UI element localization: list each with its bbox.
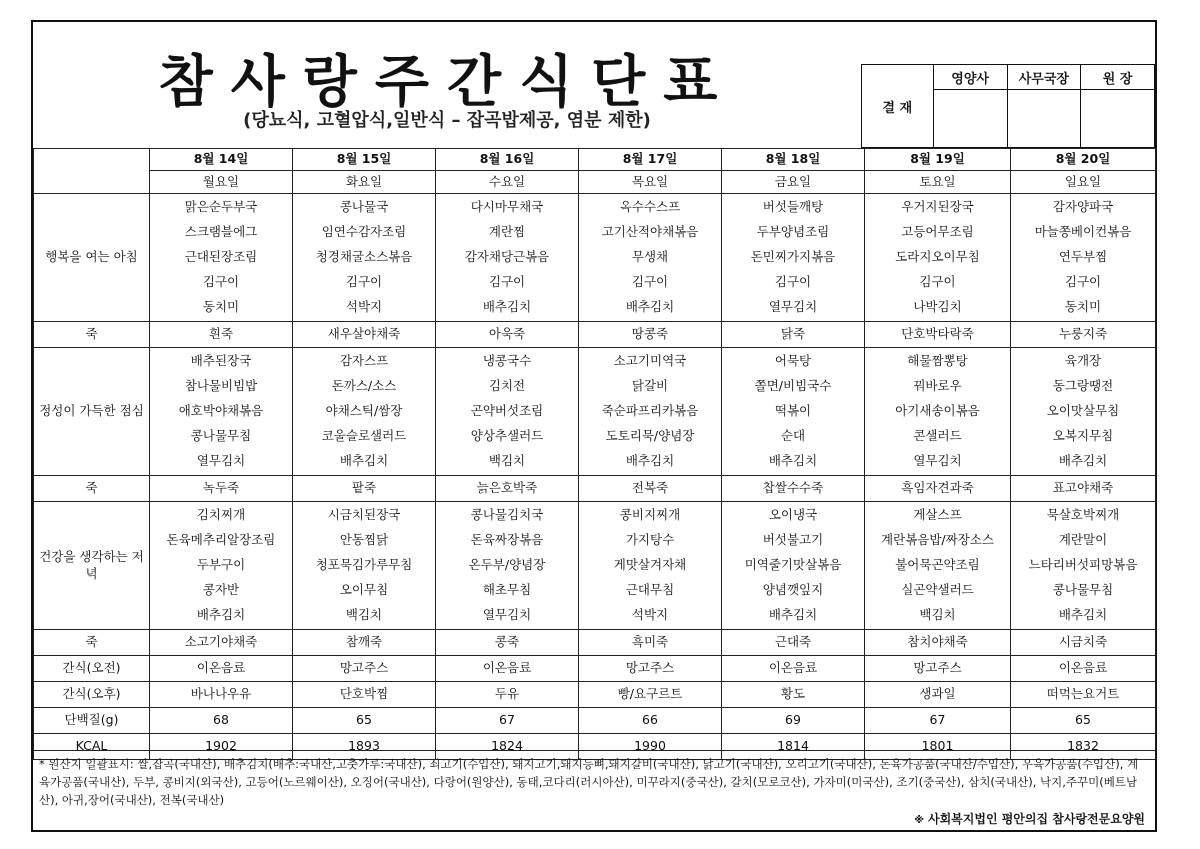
porridge1-cell: 단호박타락죽 <box>865 322 1011 348</box>
menu-item: 우거지된장국 <box>901 199 974 214</box>
menu-item: 야채스틱/쌈장 <box>325 403 403 418</box>
porridge1-cell: 닭죽 <box>722 322 865 348</box>
protein-cell: 65 <box>293 708 436 734</box>
kcal-label: KCAL <box>34 734 150 760</box>
dinner-label: 건강을 생각하는 저녁 <box>34 502 150 630</box>
menu-item: 열무김치 <box>482 607 532 622</box>
menu-item: 열무김치 <box>768 299 818 314</box>
porridge3-cell: 참치야채죽 <box>865 630 1011 656</box>
menu-item: 돈까스/소스 <box>331 378 397 393</box>
lunch-cell <box>579 348 722 476</box>
breakfast-label: 행복을 여는 아침 <box>34 194 150 322</box>
kcal-cell: 1814 <box>722 734 865 760</box>
lunch-row <box>34 348 1156 476</box>
protein-row <box>34 708 1156 734</box>
menu-item: 맑은순두부국 <box>184 199 258 214</box>
porridge1-cell: 아욱죽 <box>436 322 579 348</box>
date-row <box>34 149 1156 171</box>
menu-item: 계란말이 <box>1058 532 1108 547</box>
menu-item: 고등어무조림 <box>901 224 974 239</box>
menu-item: 김구이 <box>488 274 526 289</box>
menu-item: 동치미 <box>1064 299 1102 314</box>
menu-item: 떡볶이 <box>774 403 812 418</box>
dinner-cell <box>1011 502 1156 630</box>
menu-item: 옥수수스프 <box>619 199 681 214</box>
porridge2-cell: 녹두죽 <box>150 476 293 502</box>
menu-item: 가지탕수 <box>625 532 675 547</box>
dinner-cell <box>722 502 865 630</box>
menu-item: 코울슬로샐러드 <box>321 428 407 443</box>
page-title: 참사랑주간식단표 <box>158 50 736 115</box>
snack_pm-cell: 황도 <box>722 682 865 708</box>
menu-item: 무생채 <box>631 249 669 264</box>
protein-cell: 67 <box>865 708 1011 734</box>
lunch-cell <box>150 348 293 476</box>
signature-text: 사회복지법인 평안의집 참사랑전문요양원 <box>927 812 1145 826</box>
menu-item: 김치찌개 <box>196 507 246 522</box>
menu-item: 묵살호박찌개 <box>1046 507 1120 522</box>
day-weekday: 목요일 <box>579 171 722 194</box>
day-weekday: 수요일 <box>436 171 579 194</box>
menu-item: 연두부찜 <box>1058 249 1108 264</box>
menu-item: 김구이 <box>202 274 240 289</box>
day-weekday: 금요일 <box>722 171 865 194</box>
menu-item: 김치전 <box>488 378 526 393</box>
menu-item: 죽순파프리카볶음 <box>601 403 699 418</box>
menu-item: 콩나물무침 <box>1052 582 1114 597</box>
menu-item: 배추김치 <box>1058 453 1108 468</box>
menu-item: 배추김치 <box>625 299 675 314</box>
snack_pm-cell: 빵/요구르트 <box>579 682 722 708</box>
porridge2-cell: 전복죽 <box>579 476 722 502</box>
porridge2-row <box>34 476 1156 502</box>
menu-item: 배추김치 <box>196 607 246 622</box>
dinner-cell <box>293 502 436 630</box>
dinner-row <box>34 502 1156 630</box>
menu-item: 육개장 <box>1064 353 1102 368</box>
menu-item: 석박지 <box>631 607 669 622</box>
menu-item: 느타리버섯피망볶음 <box>1028 557 1138 572</box>
dinner-cell <box>150 502 293 630</box>
porridge2-label: 죽 <box>34 476 150 502</box>
porridge3-label: 죽 <box>34 630 150 656</box>
menu-item: 열무김치 <box>196 453 246 468</box>
approval-sign-box <box>933 90 1007 148</box>
snack_am-label: 간식(오전) <box>34 656 150 682</box>
menu-item: 배추된장국 <box>190 353 252 368</box>
menu-item: 실곤약샐러드 <box>901 582 974 597</box>
day-date: 8월 15일 <box>293 149 436 171</box>
menu-item: 온두부/양념장 <box>468 557 546 572</box>
menu-item: 마늘쫑베이컨볶음 <box>1034 224 1132 239</box>
porridge1-cell: 누룽지죽 <box>1011 322 1156 348</box>
snack_am-cell: 망고주스 <box>579 656 722 682</box>
menu-item: 닭갈비 <box>631 378 669 393</box>
protein-cell: 67 <box>436 708 579 734</box>
porridge2-cell: 늙은호박죽 <box>436 476 579 502</box>
menu-item: 근대된장조림 <box>184 249 258 264</box>
menu-item: 오이맛살무침 <box>1046 403 1120 418</box>
porridge1-row <box>34 322 1156 348</box>
menu-item: 아기새송이볶음 <box>895 403 980 418</box>
menu-item: 콘샐러드 <box>913 428 962 443</box>
menu-item: 게살스프 <box>913 507 962 522</box>
menu-item: 어묵탕 <box>774 353 812 368</box>
snack_pm-cell: 단호박찜 <box>293 682 436 708</box>
snack_pm-cell: 떠먹는요거트 <box>1011 682 1156 708</box>
menu-item: 돈민찌가지볶음 <box>750 249 836 264</box>
kcal-cell: 1893 <box>293 734 436 760</box>
menu-item: 버섯불고기 <box>762 532 824 547</box>
porridge3-cell: 소고기야채죽 <box>150 630 293 656</box>
header-corner <box>34 149 150 194</box>
day-date: 8월 17일 <box>579 149 722 171</box>
snack_pm-cell: 바나나우유 <box>150 682 293 708</box>
approval-sign-box <box>1007 90 1081 148</box>
porridge2-cell: 팥죽 <box>293 476 436 502</box>
porridge1-cell: 흰죽 <box>150 322 293 348</box>
snack_am-cell: 이온음료 <box>722 656 865 682</box>
menu-item: 꿔바로우 <box>913 378 962 393</box>
menu-item: 소고기미역국 <box>613 353 687 368</box>
porridge2-cell: 표고야채죽 <box>1011 476 1156 502</box>
origin-note-text: * 원산지 일괄표시: 쌀,잡곡(국내산), 배추김치(배추:국내산,고춧가루:국내산), 쇠고기(수입산), 돼지고기,돼지등뼈,돼지갈비(국내산), 닭고기(국내산), 오리고기(국내산), 돈육가공품(국내산/수입산), 우육가공품(수입산), 계육가공품(국내산), 두부, 콩비지(외국산), 고등어(노르웨이산), 오징어(국내산), 다랑어(원양산), 동태,코다리(러시아산), 미꾸라지(중국산), 갈치(모로코산), 가자미(미국산), 조기(중국산), 삼치(국내산), 낙지,주꾸미(베트남산), 아귀,장어(국내산), 전복(국내산) <box>39 757 1139 807</box>
menu-item: 돈육짜장볶음 <box>470 532 544 547</box>
porridge2-cell: 흑임자견과죽 <box>865 476 1011 502</box>
day-weekday: 토요일 <box>865 171 1011 194</box>
lunch-cell <box>436 348 579 476</box>
menu-item: 버섯들깨탕 <box>762 199 824 214</box>
menu-item: 김구이 <box>919 274 956 289</box>
lunch-cell <box>865 348 1011 476</box>
protein-cell: 65 <box>1011 708 1156 734</box>
menu-item: 순대 <box>780 428 806 443</box>
menu-item: 청포묵김가루무침 <box>315 557 413 572</box>
breakfast-cell <box>150 194 293 322</box>
menu-item: 청경채굴소스볶음 <box>315 249 413 264</box>
protein-cell: 69 <box>722 708 865 734</box>
menu-item: 배추김치 <box>768 607 818 622</box>
snack_pm-label: 간식(오후) <box>34 682 150 708</box>
kcal-cell: 1832 <box>1011 734 1156 760</box>
porridge3-cell: 흑미죽 <box>579 630 722 656</box>
approval-role: 원 장 <box>1081 65 1155 90</box>
dinner-cell <box>436 502 579 630</box>
menu-item: 도토리묵/양념장 <box>605 428 695 443</box>
menu-item: 배추김치 <box>625 453 675 468</box>
menu-item: 나박김치 <box>913 299 962 314</box>
snack_am-row <box>34 656 1156 682</box>
day-date: 8월 14일 <box>150 149 293 171</box>
porridge3-cell: 콩죽 <box>436 630 579 656</box>
menu-item: 애호박야채볶음 <box>178 403 264 418</box>
menu-item: 해초무침 <box>482 582 532 597</box>
lunch-cell <box>722 348 865 476</box>
menu-item: 배추김치 <box>1058 607 1108 622</box>
kcal-cell: 1990 <box>579 734 722 760</box>
menu-item: 두부구이 <box>196 557 246 572</box>
menu-item: 오이무침 <box>339 582 389 597</box>
kcal-cell: 1902 <box>150 734 293 760</box>
menu-sheet <box>31 20 1157 832</box>
menu-item: 김구이 <box>774 274 812 289</box>
menu-item: 김구이 <box>345 274 383 289</box>
menu-item: 오이냉국 <box>768 507 818 522</box>
menu-item: 게맛살겨자채 <box>613 557 687 572</box>
menu-item: 돈육메추리알장조림 <box>166 532 276 547</box>
breakfast-row <box>34 194 1156 322</box>
signature <box>914 810 1145 830</box>
menu-item: 계란찜 <box>488 224 526 239</box>
day-weekday: 일요일 <box>1011 171 1156 194</box>
menu-item: 콩자반 <box>202 582 240 597</box>
snack_am-cell: 이온음료 <box>1011 656 1156 682</box>
menu-item: 계란볶음밥/짜장소스 <box>881 532 994 547</box>
menu-item: 해물짬뽕탕 <box>907 353 968 368</box>
breakfast-cell <box>436 194 579 322</box>
porridge3-row <box>34 630 1156 656</box>
origin-note <box>33 750 1155 834</box>
dinner-cell <box>579 502 722 630</box>
snack_am-cell: 망고주스 <box>865 656 1011 682</box>
snack_pm-cell: 두유 <box>436 682 579 708</box>
menu-item: 석박지 <box>345 299 383 314</box>
porridge3-cell: 근대죽 <box>722 630 865 656</box>
porridge1-label: 죽 <box>34 322 150 348</box>
menu-item: 두부양념조림 <box>756 224 830 239</box>
lunch-label: 정성이 가득한 점심 <box>34 348 150 476</box>
kcal-cell: 1801 <box>865 734 1011 760</box>
breakfast-cell <box>1011 194 1156 322</box>
menu-item: 근대무침 <box>625 582 675 597</box>
approval-box <box>861 64 1155 148</box>
approval-role: 사무국장 <box>1007 65 1081 90</box>
porridge1-cell: 땅콩죽 <box>579 322 722 348</box>
menu-item: 콩나물국 <box>339 199 389 214</box>
breakfast-cell <box>293 194 436 322</box>
protein-label: 단백질(g) <box>34 708 150 734</box>
menu-item: 김구이 <box>1064 274 1102 289</box>
menu-item: 냉콩국수 <box>482 353 532 368</box>
menu-item: 백김치 <box>488 453 526 468</box>
menu-item: 안동찜닭 <box>339 532 389 547</box>
menu-item: 열무김치 <box>913 453 962 468</box>
kcal-cell: 1824 <box>436 734 579 760</box>
menu-table <box>33 148 1156 760</box>
day-date: 8월 20일 <box>1011 149 1156 171</box>
porridge3-cell: 시금치죽 <box>1011 630 1156 656</box>
menu-item: 양념깻잎지 <box>762 582 824 597</box>
menu-item: 시금치된장국 <box>327 507 401 522</box>
snack_am-cell: 이온음료 <box>436 656 579 682</box>
snack_am-cell: 망고주스 <box>293 656 436 682</box>
breakfast-cell <box>579 194 722 322</box>
menu-item: 감자양파국 <box>1052 199 1114 214</box>
snack_pm-cell: 생과일 <box>865 682 1011 708</box>
approval-role: 영양사 <box>933 65 1007 90</box>
menu-item: 배추김치 <box>482 299 532 314</box>
porridge2-cell: 찹쌀수수죽 <box>722 476 865 502</box>
menu-item: 콩나물무침 <box>190 428 252 443</box>
logo-icon: ※ <box>914 815 924 826</box>
menu-item: 불어묵곤약조림 <box>895 557 980 572</box>
menu-item: 미역줄기맛살볶음 <box>744 557 842 572</box>
porridge1-cell: 새우살야채죽 <box>293 322 436 348</box>
menu-item: 스크램블에그 <box>184 224 258 239</box>
menu-item: 동치미 <box>202 299 240 314</box>
approval-label: 결 재 <box>862 65 934 148</box>
lunch-cell <box>1011 348 1156 476</box>
menu-item: 쫄면/비빔국수 <box>754 378 832 393</box>
day-date: 8월 19일 <box>865 149 1011 171</box>
menu-item: 곤약버섯조림 <box>470 403 544 418</box>
menu-item: 임연수감자조림 <box>321 224 407 239</box>
menu-item: 동그랑땡전 <box>1052 378 1114 393</box>
day-date: 8월 18일 <box>722 149 865 171</box>
approval-sign-box <box>1081 90 1155 148</box>
menu-item: 콩나물김치국 <box>470 507 544 522</box>
day-weekday: 월요일 <box>150 171 293 194</box>
menu-item: 감자채당근볶음 <box>464 249 550 264</box>
protein-cell: 66 <box>579 708 722 734</box>
protein-cell: 68 <box>150 708 293 734</box>
day-date: 8월 16일 <box>436 149 579 171</box>
menu-item: 오복지무침 <box>1052 428 1114 443</box>
dinner-cell <box>865 502 1011 630</box>
menu-item: 콩비지찌개 <box>619 507 681 522</box>
menu-item: 배추김치 <box>768 453 818 468</box>
porridge3-cell: 참깨죽 <box>293 630 436 656</box>
menu-item: 고기산적야채볶음 <box>601 224 699 239</box>
menu-item: 참나물비빔밥 <box>184 378 258 393</box>
lunch-cell <box>293 348 436 476</box>
snack_pm-row <box>34 682 1156 708</box>
menu-item: 백김치 <box>919 607 956 622</box>
header <box>33 22 1155 148</box>
menu-item: 도라지오이무침 <box>895 249 980 264</box>
menu-item: 다시마무채국 <box>470 199 544 214</box>
page-subtitle: (당뇨식, 고혈압식,일반식 – 잡곡밥제공, 염분 제한) <box>243 110 651 131</box>
snack_am-cell: 이온음료 <box>150 656 293 682</box>
day-weekday: 화요일 <box>293 171 436 194</box>
weekday-row <box>34 171 1156 194</box>
breakfast-cell <box>865 194 1011 322</box>
menu-item: 김구이 <box>631 274 669 289</box>
menu-item: 백김치 <box>345 607 383 622</box>
menu-item: 배추김치 <box>339 453 389 468</box>
menu-item: 감자스프 <box>339 353 389 368</box>
breakfast-cell <box>722 194 865 322</box>
menu-item: 양상추샐러드 <box>470 428 544 443</box>
